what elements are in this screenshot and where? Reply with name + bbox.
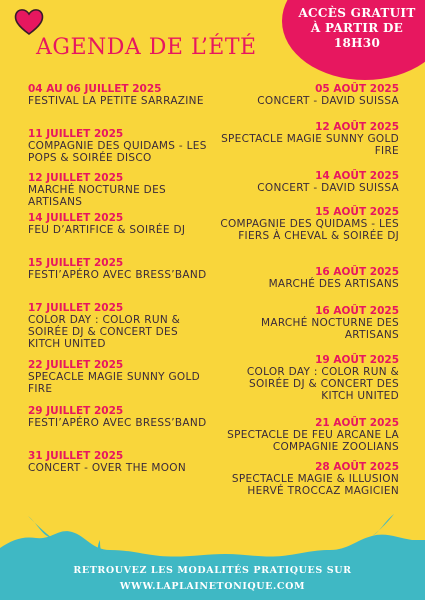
event-item	[215, 461, 399, 497]
event-item	[215, 417, 399, 453]
event-name: SPECTACLE MAGIE SUNNY GOLD FIRE	[221, 133, 399, 157]
event-name: SPECTACLE MAGIE & ILLUSION HERVÉ TROCCAZ MAGICIEN	[231, 473, 399, 497]
event-item	[28, 83, 208, 107]
event-item	[215, 354, 399, 402]
event-date: 15 AOÛT 2025	[315, 206, 399, 218]
event-name: CONCERT - DAVID SUISSA	[257, 95, 399, 107]
event-name: FESTIVAL LA PETITE SARRAZINE	[28, 95, 204, 107]
event-date: 04 AU 06 JUILLET 2025	[28, 83, 162, 95]
event-item	[28, 359, 208, 395]
footer-info: RETROUVEZ LES MODALITÉS PRATIQUES SUR	[73, 565, 352, 576]
event-name: FEU D’ARTIFICE & SOIRÉE DJ	[28, 224, 186, 236]
heart-icon	[14, 8, 44, 36]
event-date: 17 JUILLET 2025	[28, 302, 124, 314]
event-date: 11 JUILLET 2025	[28, 128, 124, 140]
badge-line-3: 18H30	[333, 36, 381, 50]
event-date: 22 JUILLET 2025	[28, 359, 124, 371]
event-name: MARCHÉ NOCTURNE DES ARTISANS	[28, 184, 166, 208]
event-item	[28, 302, 208, 350]
event-name: SPECTACLE DE FEU ARCANE LA COMPAGNIE ZOOLIANS	[227, 429, 399, 453]
event-name: MARCHÉ NOCTURNE DES ARTISANS	[261, 317, 399, 341]
event-name: COLOR DAY : COLOR RUN & SOIRÉE DJ & CONCERT DES KITCH UNITED	[28, 314, 181, 350]
event-item	[215, 206, 399, 242]
event-item	[28, 172, 208, 208]
event-name: SPECACLE MAGIE SUNNY GOLD FIRE	[28, 371, 201, 395]
event-item	[215, 266, 399, 290]
badge-line-1: ACCÈS GRATUIT	[298, 6, 416, 20]
event-name: FESTI’APÉRO AVEC BRESS’BAND	[28, 417, 207, 429]
event-name: FESTI’APÉRO AVEC BRESS’BAND	[28, 269, 207, 281]
event-date: 31 JUILLET 2025	[28, 450, 124, 462]
event-item	[28, 212, 208, 236]
event-item	[28, 128, 208, 164]
event-name: COLOR DAY : COLOR RUN & SOIRÉE DJ & CONCERT DES KITCH UNITED	[246, 366, 399, 402]
footer-website: WWW.LAPLAINETONIQUE.COM	[119, 581, 306, 592]
event-item	[215, 305, 399, 341]
event-name: CONCERT - DAVID SUISSA	[257, 182, 399, 194]
event-date: 12 AOÛT 2025	[315, 121, 399, 133]
event-item	[215, 170, 399, 194]
event-name: COMPAGNIE DES QUIDAMS - LES FIERS À CHEVAL & SOIRÉE DJ	[220, 218, 399, 242]
event-item	[28, 257, 208, 281]
event-date: 15 JUILLET 2025	[28, 257, 124, 269]
event-date: 21 AOÛT 2025	[315, 417, 399, 429]
event-name: MARCHÉ DES ARTISANS	[268, 278, 399, 290]
badge-text	[294, 6, 420, 51]
event-name: COMPAGNIE DES QUIDAMS - LES POPS & SOIRÉE DISCO	[28, 140, 207, 164]
event-date: 14 AOÛT 2025	[315, 170, 399, 182]
badge-line-2: À PARTIR DE	[310, 21, 404, 35]
event-date: 12 JUILLET 2025	[28, 172, 124, 184]
event-date: 14 JUILLET 2025	[28, 212, 124, 224]
event-date: 16 AOÛT 2025	[315, 305, 399, 317]
event-date: 29 JUILLET 2025	[28, 405, 124, 417]
event-item	[28, 450, 208, 474]
event-item	[215, 121, 399, 157]
event-date: 19 AOÛT 2025	[315, 354, 399, 366]
page-title: AGENDA DE L’ÉTÉ	[36, 35, 257, 60]
event-item	[215, 83, 399, 107]
event-item	[28, 405, 208, 429]
event-date: 16 AOÛT 2025	[315, 266, 399, 278]
event-date: 05 AOÛT 2025	[315, 83, 399, 95]
event-date: 28 AOÛT 2025	[315, 461, 399, 473]
event-name: CONCERT - OVER THE MOON	[28, 462, 186, 474]
